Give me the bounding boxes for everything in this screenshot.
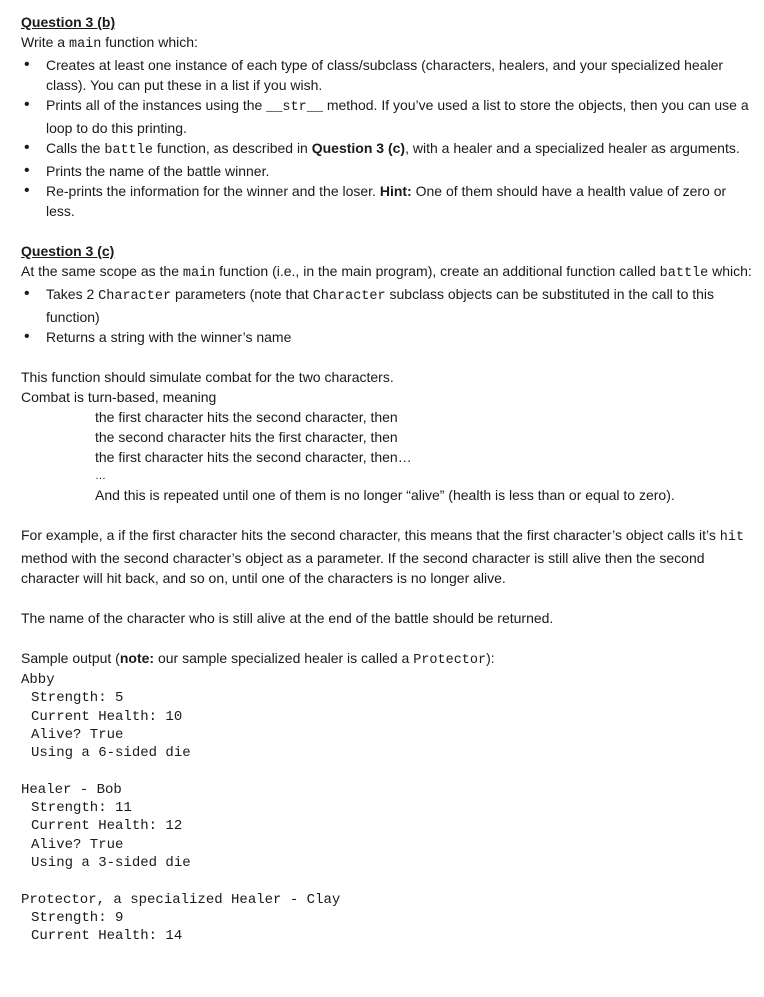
q3c-sample-pre: Sample output ( xyxy=(21,650,120,666)
spacer xyxy=(21,221,756,241)
q3c-intro-mid: function (i.e., in the main program), create an additional function called xyxy=(215,263,660,279)
spacer xyxy=(21,505,756,525)
char2-name: Healer - Bob xyxy=(21,781,122,798)
q3b-b3-code: battle xyxy=(104,143,153,158)
char1-name: Abby xyxy=(21,672,55,688)
q3c-intro-code2: battle xyxy=(659,266,709,281)
q3b-intro-pre: Write a xyxy=(21,34,69,50)
q3b-b2-code: __str__ xyxy=(266,100,323,115)
q3b-intro-code: main xyxy=(68,37,102,52)
document-page xyxy=(21,12,756,945)
q3c-heading: Question 3 (c) xyxy=(21,243,115,259)
q3b-b3-bold: Question 3 (c) xyxy=(311,140,406,156)
sample-output-block xyxy=(21,671,756,945)
q3b-b3-pre: Calls the xyxy=(46,140,105,156)
spacer xyxy=(21,762,756,780)
q3c-turn-2: the second character hits the first character, then xyxy=(95,429,398,445)
q3b-intro-post: function which: xyxy=(101,34,198,50)
q3c-sample-mid: our sample specialized healer is called a xyxy=(154,650,414,666)
q3c-repeat: And this is repeated until one of them is no longer “alive” (health is less than or equal to zero). xyxy=(95,487,675,503)
q3b-b2-post: method. If you’ve used a list to store the objects, then you can use a loop to do this printing. xyxy=(46,97,749,136)
q3c-sim-line-2: Combat is turn-based, meaning xyxy=(21,389,217,405)
q3c-ellipsis: … xyxy=(95,470,106,482)
q3c-b1-pre: Takes 2 xyxy=(46,286,99,302)
q3c-ex-post: method with the second character’s object as a parameter. If the second character is still alive then the second character will hit back, and so on, until one of the characters is no longer alive. xyxy=(21,550,705,586)
char2-die: Using a 3-sided die xyxy=(31,854,191,871)
q3b-b3-mid: function, as described in xyxy=(152,140,312,156)
q3c-sample-intro xyxy=(21,648,756,671)
char1-strength: Strength: 5 xyxy=(31,690,124,707)
q3c-intro-pre: At the same scope as the xyxy=(21,263,183,279)
q3c-sample-code: Protector xyxy=(413,653,487,668)
q3c-intro-post: which: xyxy=(708,263,752,279)
q3c-sample-post: ): xyxy=(486,650,495,666)
q3b-bullet-2 xyxy=(21,95,756,138)
char3-health: Current Health: 14 xyxy=(31,928,183,945)
q3c-turn-3: the first character hits the second character, then… xyxy=(95,449,412,465)
q3b-intro xyxy=(21,32,756,55)
q3c-intro xyxy=(21,261,756,284)
q3c-b1-post: subclass objects can be substituted in the call to this function) xyxy=(46,286,715,325)
q3c-b1-code2: Character xyxy=(312,289,386,304)
char2-strength: Strength: 11 xyxy=(31,800,132,817)
spacer xyxy=(21,347,756,367)
spacer xyxy=(21,588,756,608)
q3c-sim-line-1: This function should simulate combat for the two characters. xyxy=(21,369,394,385)
char2-health: Current Health: 12 xyxy=(31,818,183,835)
q3c-intro-code: main xyxy=(182,266,216,281)
q3c-ex-pre: For example, a if the first character hits the second character, this means that the first character’s object calls it’s xyxy=(21,527,720,543)
q3b-b5-pre: Re-prints the information for the winner and the loser. xyxy=(46,183,380,199)
q3b-b5-post: One of them should have a health value of zero or less. xyxy=(46,183,727,219)
q3c-b1-code: Character xyxy=(98,289,172,304)
char3-strength: Strength: 9 xyxy=(31,909,124,926)
q3b-heading: Question 3 (b) xyxy=(21,14,116,30)
q3c-sample-bold: note: xyxy=(119,650,155,666)
spacer xyxy=(21,628,756,648)
q3b-bullet-list xyxy=(21,55,756,221)
q3c-example xyxy=(21,525,756,588)
q3c-turn-1: the first character hits the second character, then xyxy=(95,409,398,425)
char1-health: Current Health: 10 xyxy=(31,708,183,725)
q3c-bullet-2: • Returns a string with the winner’s name xyxy=(21,327,756,347)
q3c-b1-mid: parameters (note that xyxy=(171,286,313,302)
q3c-bullet-list xyxy=(21,284,756,347)
q3b-b5-bold: Hint: xyxy=(379,183,412,199)
q3b-bullet-1: • Creates at least one instance of each type of class/subclass (characters, healers, and your specialized healer class). You can put these in a list if you wish. xyxy=(21,55,756,95)
char1-alive: Alive? True xyxy=(31,726,124,743)
q3b-bullet-5 xyxy=(21,181,756,221)
char2-alive: Alive? True xyxy=(31,836,124,853)
q3b-bullet-4: • Prints the name of the battle winner. xyxy=(21,161,756,181)
spacer xyxy=(21,872,756,890)
q3b-b3-post: , with a healer and a specialized healer as arguments. xyxy=(405,140,740,156)
q3c-ex-code: hit xyxy=(719,530,745,545)
q3b-bullet-3 xyxy=(21,138,756,161)
q3b-b2-pre: Prints all of the instances using the xyxy=(46,97,267,113)
q3c-returned: The name of the character who is still alive at the end of the battle should be returned. xyxy=(21,610,554,626)
char1-die: Using a 6-sided die xyxy=(31,745,191,762)
char3-name: Protector, a specialized Healer - Clay xyxy=(21,891,341,908)
q3c-bullet-1 xyxy=(21,284,756,327)
